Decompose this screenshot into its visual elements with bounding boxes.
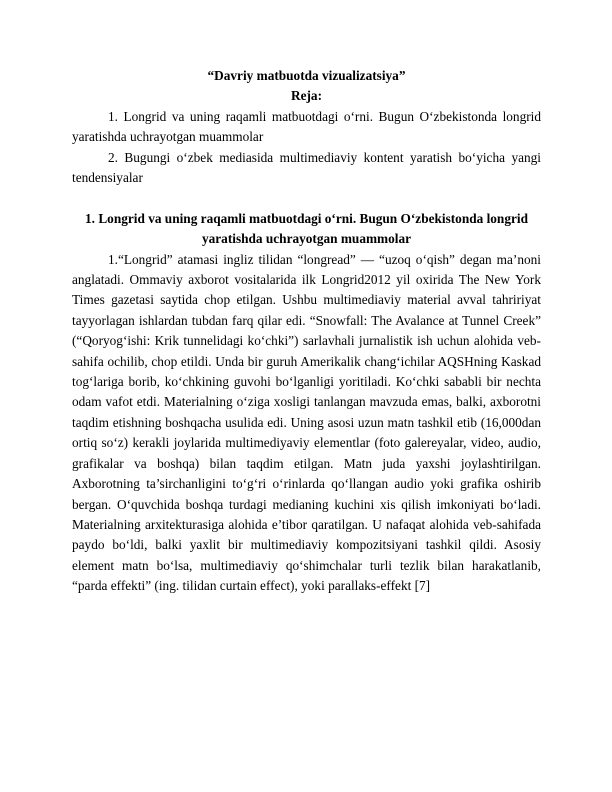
document-title: “Davriy matbuotda vizualizatsiya”	[207, 68, 406, 83]
body-paragraph: 1.“Longrid” atamasi ingliz tilidan “longread” — “uzoq o‘qish” degan ma’noni anglatadi. Ommaviy axborot vositalarida ilk Longrid2012 yil oxirida The New York Times gazetasi saytida chop etilgan. Ushbu multimediaviy material avval tahririyat tayyorlagan ishlardan tubdan farq qilar edi. “Snowfall: The Avalance at Tunnel Creek” (“Qoryog‘ishi: Krik tunnelidagi ko‘chki”) sarlavhali jurnalistik ish uchun alohida veb-sahifa ochilib, chop etildi. Unda bir guruh Amerikalik chang‘ichilar AQSHning Kaskad tog‘lariga borib, ko‘chkining guvohi bo‘lganligi yoritiladi. Ko‘chki sababli bir nechta odam vafot etdi. Materialning o‘ziga xosligi tanlangan mavzuda emas, balki, axborotni taqdim etishning boshqacha usulida edi. Uning asosi uzun matn tashkil etib (16,000dan ortiq so‘z) kerakli joylarida multimediyaviy elementlar (foto galereyalar, video, audio, grafikalar va boshqa) bilan taqdim etilgan. Matn juda yaxshi joylashtirilgan. Axborotning ta’sirchanligini to‘g‘ri o‘rinlarda qo‘llangan audio yoki grafika oshirib bergan. O‘quvchida boshqa turdagi medianing kuchini xis qilish imkoniyati bo‘ladi. Materialning arxitekturasiga alohida e’tibor qaratilgan. U nafaqat alohida veb-sahifada paydo bo‘ldi, balki yaxlit bir multimediaviy kompozitsiyani tashkil qildi. Asosiy element matn bo‘lsa, multimediaviy qo‘shimchalar turli tezlik bilan harakatlanib, “parda effekti” (ing. tilidan curtain effect), yoki parallaks-effekt [7]	[72, 251, 541, 594]
blank-line	[72, 188, 541, 208]
section-heading: 1. Longrid va uning raqamli matbuotdagi o‘rni. Bugun O‘zbekistonda longrid yaratishda uchrayotgan muammolar	[85, 210, 528, 247]
plan-heading: Reja:	[290, 88, 322, 104]
plan-item-2: 2. Bugungi o‘zbek mediasida multimediaviy kontent yaratish bo‘yicha yangi tendensiyalar	[72, 149, 541, 186]
document-page	[72, 66, 541, 597]
plan-item-1: 1. Longrid va uning raqamli matbuotdagi o‘rni. Bugun O‘zbekistonda longrid yaratishda uchrayotgan muammolar	[72, 108, 541, 145]
